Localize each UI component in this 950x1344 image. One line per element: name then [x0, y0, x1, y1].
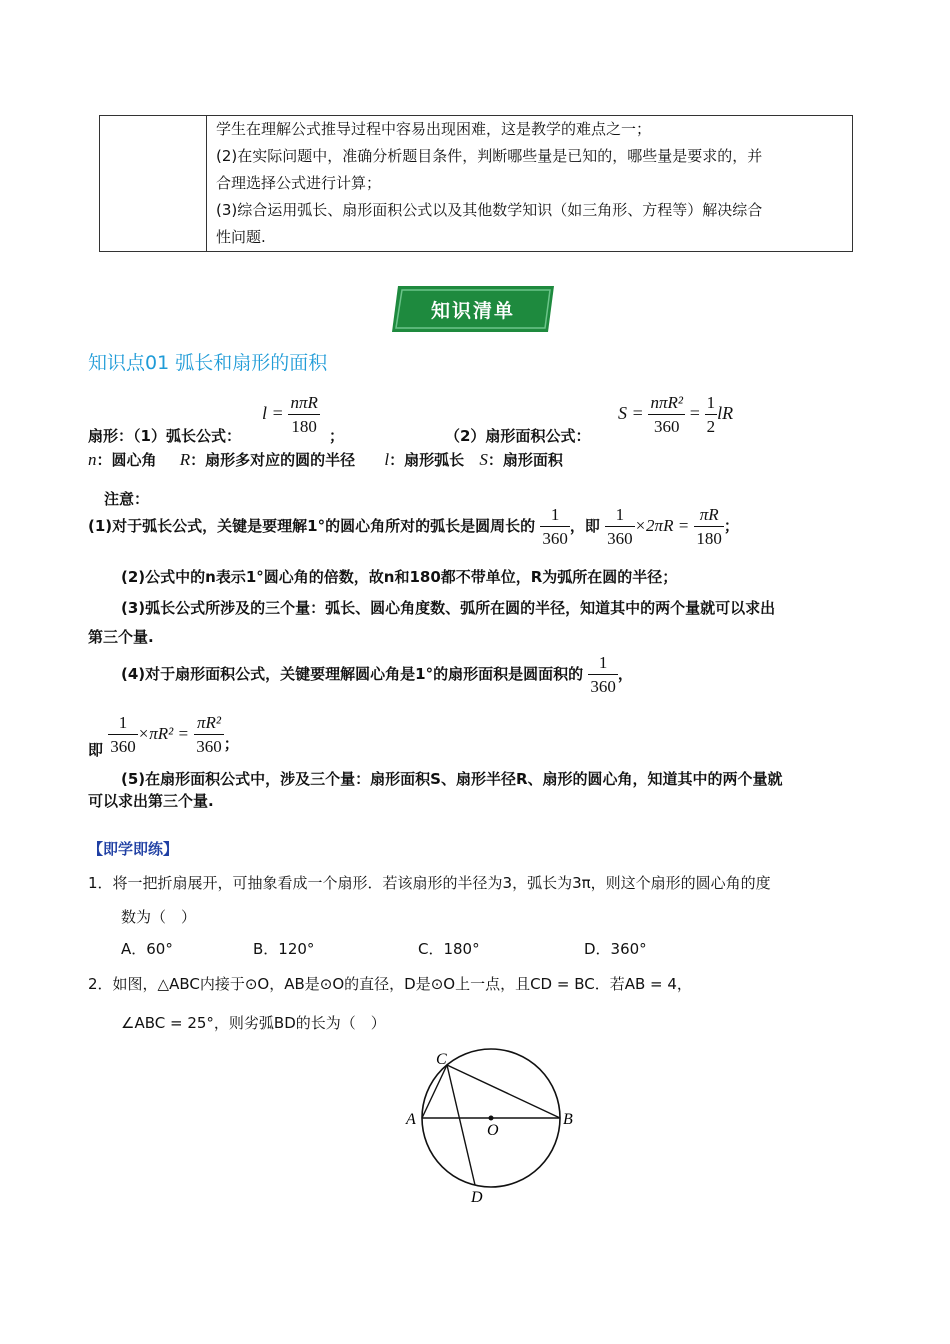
note-2: (2)公式中的n表示1°圆心角的倍数，故n和180都不带单位，R为弧所在圆的半径； [121, 568, 678, 586]
label-b: B [563, 1111, 573, 1128]
label-d: D [471, 1189, 483, 1206]
area-formula-label: （2）扇形面积公式： [445, 427, 591, 445]
label-c: C [436, 1051, 447, 1068]
note-1: (1)对于弧长公式，关键是要理解1°的圆心角所对的弧长是圆周长的 $\frac{1}{360}$ ，即 $\frac{1}{360}$ ×2πR = $\frac{\pi R}{180}$ ； [88, 505, 739, 548]
knowledge-list-banner [392, 286, 554, 332]
center-point [489, 1116, 494, 1121]
formula-separator: ； [329, 427, 345, 445]
symbol-legend: n：圆心角 R：扇形多对应的圆的半径 l：扇形弧长 S：扇形面积 [88, 450, 563, 469]
table-line: 性问题. [216, 228, 266, 246]
note-3b: 第三个量. [88, 628, 154, 646]
note-4: (4)对于扇形面积公式，关键要理解圆心角是1°的扇形面积是圆面积的 $\frac{1}{360}$ ， [121, 653, 633, 696]
table-line: (2)在实际问题中，准确分析题目条件，判断哪些量是已知的，哪些量是要求的，并 [216, 147, 763, 165]
option-c[interactable]: C．180° [418, 940, 480, 958]
practice-title: 【即学即练】 [88, 840, 179, 858]
table-content-cell [216, 116, 836, 251]
difficulty-table [99, 115, 853, 252]
table-label-cell [100, 116, 207, 251]
sector-area-formula: S = $\frac{\text{nπR²}}{360}$ = $\frac{1}{2}$ lR [618, 393, 734, 436]
sector-label: 扇形：（1）弧长公式： [88, 427, 241, 445]
section-title: 知识点01 弧长和扇形的面积 [88, 352, 328, 374]
note-5b: 可以求出第三个量. [88, 792, 214, 810]
label-o: O [487, 1122, 499, 1139]
note-5a: (5)在扇形面积公式中，涉及三个量：扇形面积S、扇形半径R、扇形的圆心角，知道其中的两个量就 [121, 770, 783, 788]
notes-title: 注意： [104, 490, 150, 508]
arc-length-formula: l = $\frac{\text{nπR}}{180}$ [262, 393, 318, 436]
note-4-cont: 即 $\frac{1}{360}$ ×πR² = $\frac{\text{πR²}}{360}$ ； [88, 713, 239, 759]
note-3a: (3)弧长公式所涉及的三个量：弧长、圆心角度数、弧所在圆的半径，知道其中的两个量就可以求出 [121, 599, 776, 617]
table-line: 合理选择公式进行计算； [216, 174, 382, 192]
question-2: 2．如图，△ABC内接于⊙O，AB是⊙O的直径，D是⊙O上一点，且CD = BC．若AB = 4， [88, 975, 692, 993]
option-d[interactable]: D．360° [584, 940, 647, 958]
circle-figure [398, 1048, 588, 1208]
question-1: 1．将一把折扇展开，可抽象看成一个扇形．若该扇形的半径为3，弧长为3π，则这个扇形的圆心角的度 [88, 874, 771, 892]
chord-ca [422, 1065, 447, 1118]
banner-text: 知识清单 [430, 299, 515, 322]
option-a[interactable]: A．60° [121, 940, 173, 958]
question-2-cont: ∠ABC = 25°，则劣弧BD的长为（ ） [121, 1014, 386, 1032]
table-line: 学生在理解公式推导过程中容易出现困难，这是教学的难点之一； [216, 120, 652, 138]
option-b[interactable]: B．120° [253, 940, 315, 958]
question-1-cont: 数为（ ） [121, 908, 197, 926]
table-line: (3)综合运用弧长、扇形面积公式以及其他数学知识（如三角形、方程等）解决综合 [216, 201, 763, 219]
label-a: A [406, 1111, 416, 1128]
chord-cd [447, 1065, 475, 1185]
